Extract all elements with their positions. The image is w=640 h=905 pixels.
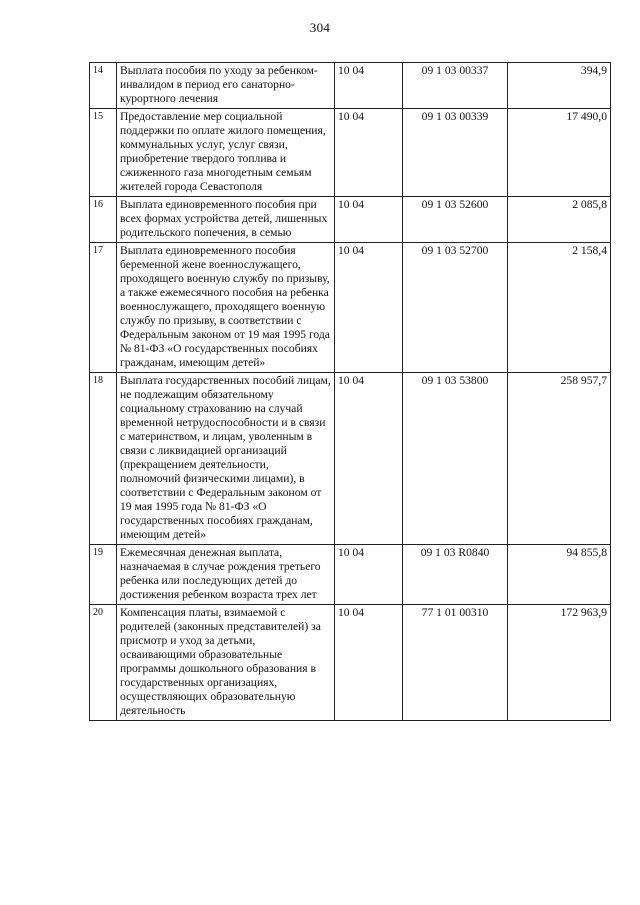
amount-value: 258 957,7 [508,373,611,545]
section-code: 10 04 [335,545,403,605]
target-article-code: 77 1 01 00310 [403,605,508,721]
table-row [90,605,611,721]
section-code: 10 04 [335,63,403,109]
amount-value: 2 158,4 [508,243,611,373]
amount-value: 2 085,8 [508,197,611,243]
amount-value: 94 855,8 [508,545,611,605]
target-article-code: 09 1 03 52700 [403,243,508,373]
section-code: 10 04 [335,243,403,373]
table-row [90,63,611,109]
expense-name: Выплата государственных пособий лицам, не подлежащим обязательному социальному страхованию на случай временной нетрудоспособности и в связи с материнством, и лицам, уволенным в связи с ликвидацией организаций (прекращением деятельности, полномочий физическими лицами), в соответствии с Федеральным законом от 19 мая 1995 года № 81-ФЗ «О государственных пособиях гражданам, имеющим детей» [117,373,335,545]
section-code: 10 04 [335,197,403,243]
row-number: 20 [90,605,117,721]
section-code: 10 04 [335,109,403,197]
table-row [90,243,611,373]
expense-name: Ежемесячная денежная выплата, назначаемая в случае рождения третьего ребенка или последующих детей до достижения ребенком возраста трех лет [117,545,335,605]
row-number: 16 [90,197,117,243]
amount-value: 17 490,0 [508,109,611,197]
row-number: 15 [90,109,117,197]
expense-name: Выплата пособия по уходу за ребенком-инвалидом в период его санаторно-курортного лечения [117,63,335,109]
row-number: 14 [90,63,117,109]
expense-name: Компенсация платы, взимаемой с родителей (законных представителей) за присмотр и уход за детьми, осваивающими образовательные программы дошкольного образования в государственных организациях, осуществляющих образовательную деятельность [117,605,335,721]
target-article-code: 09 1 03 R0840 [403,545,508,605]
table-row [90,109,611,197]
amount-value: 394,9 [508,63,611,109]
target-article-code: 09 1 03 53800 [403,373,508,545]
budget-table [89,62,611,721]
expense-name: Выплата единовременного пособия беременной жене военнослужащего, проходящего военную службу по призыву, а также ежемесячного пособия на ребенка военнослужащего, проходящего военную службу по призыву, в соответствии с Федеральным законом от 19 мая 1995 года № 81-ФЗ «О государственных пособиях гражданам, имеющим детей» [117,243,335,373]
table-row [90,373,611,545]
amount-value: 172 963,9 [508,605,611,721]
row-number: 19 [90,545,117,605]
target-article-code: 09 1 03 00339 [403,109,508,197]
expense-name: Выплата единовременного пособия при всех формах устройства детей, лишенных родительского попечения, в семью [117,197,335,243]
row-number: 17 [90,243,117,373]
row-number: 18 [90,373,117,545]
section-code: 10 04 [335,373,403,545]
section-code: 10 04 [335,605,403,721]
target-article-code: 09 1 03 52600 [403,197,508,243]
table-row [90,197,611,243]
expense-name: Предоставление мер социальной поддержки по оплате жилого помещения, коммунальных услуг, услуг связи, приобретение твердого топлива и сжиженного газа многодетным семьям жителей города Севастополя [117,109,335,197]
target-article-code: 09 1 03 00337 [403,63,508,109]
page-number: 304 [309,20,331,35]
table-row [90,545,611,605]
